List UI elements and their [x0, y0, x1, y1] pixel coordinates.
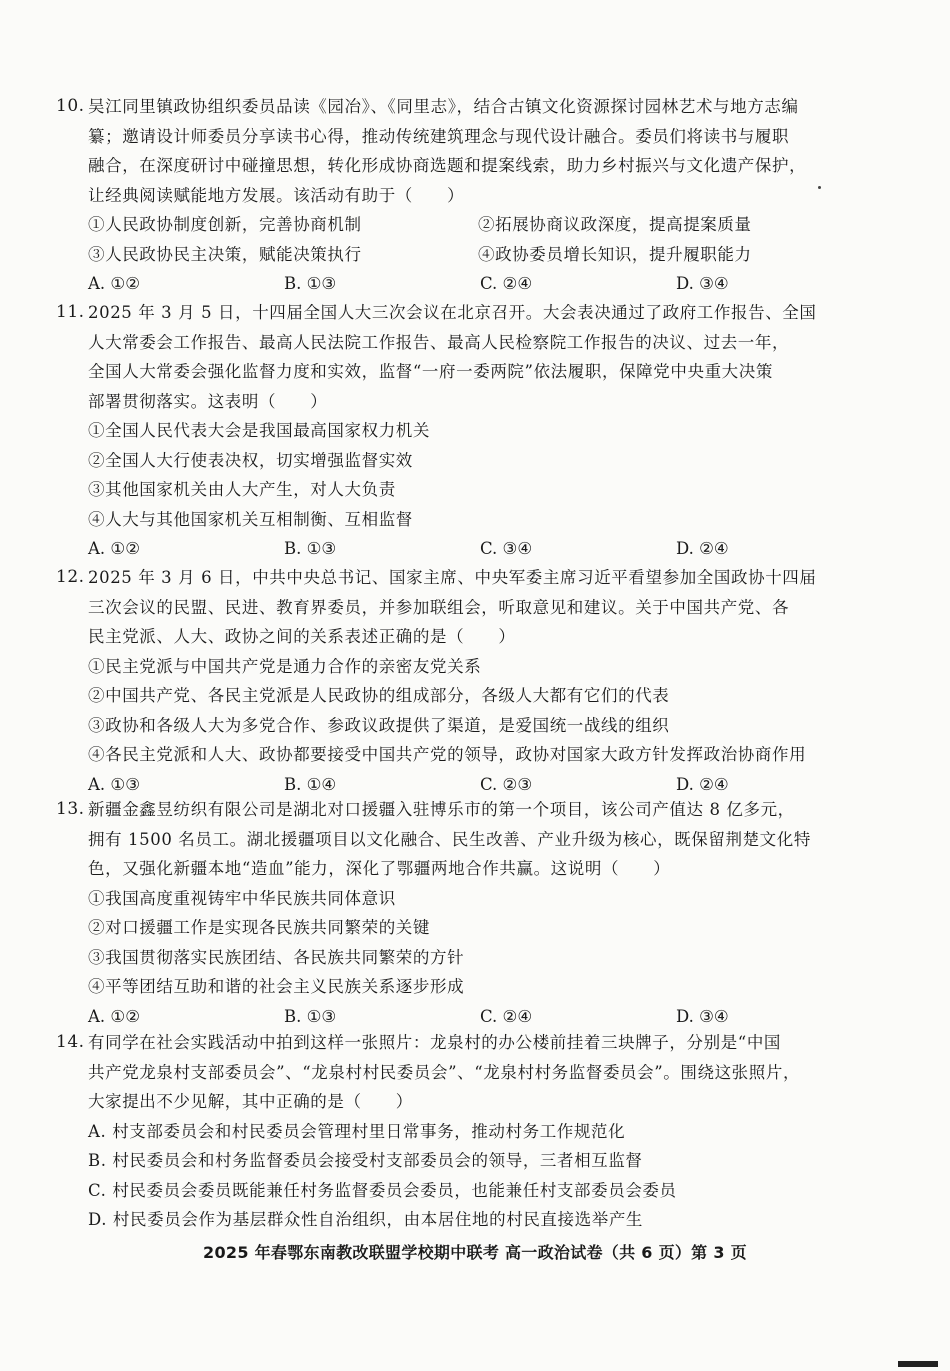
question-14	[56, 1028, 916, 1235]
statement-option: ②中国共产党、各民主党派是人民政协的组成部分，各级人大都有它们的代表	[88, 686, 670, 705]
statement-option: ③政协和各级人大为多党合作、参政议政提供了渠道，是爱国统一战线的组织	[88, 715, 670, 735]
question-stem-line: 让经典阅读赋能地方发展。该活动有助于（ ）	[88, 185, 465, 205]
question-stem-line: 部署贯彻落实。这表明（ ）	[88, 391, 328, 411]
statement-option: ①人民政协制度创新，完善协商机制	[88, 215, 362, 234]
question-number: 13.	[56, 799, 85, 819]
question-stem-line: 融合，在深度研讨中碰撞思想，转化形成协商选题和提案线索，助力乡村振兴与文化遗产保护，	[88, 156, 807, 175]
answer-choice-c: C. ②④	[480, 1006, 533, 1026]
answer-option-d: D. 村民委员会作为基层群众性自治组织，由本居住地的村民直接选举产生	[88, 1210, 644, 1229]
question-stem-line: 新疆金鑫昱纺织有限公司是湖北对口援疆入驻博乐市的第一个项目，该公司产值达 8 亿多元，	[88, 800, 795, 819]
page-footer: 2025 年春鄂东南教改联盟学校期中联考 高一政治试卷（共 6 页）第 3 页	[203, 1243, 747, 1262]
question-number: 10.	[56, 96, 85, 116]
statement-option: ④平等团结互助和谐的社会主义民族关系逐步形成	[88, 977, 465, 996]
question-stem-line: 大家提出不少见解，其中正确的是（ ）	[88, 1092, 413, 1111]
answer-choices	[88, 1002, 916, 1032]
statement-option: ①民主党派与中国共产党是通力合作的亲密友党关系	[88, 656, 482, 676]
statement-option: ④人大与其他国家机关互相制衡、互相监督	[88, 509, 413, 529]
answer-choice-d: D. ③④	[676, 1006, 729, 1026]
question-stem-line: 民主党派、人大、政协之间的关系表述正确的是（ ）	[88, 627, 516, 646]
question-number: 11.	[56, 302, 85, 322]
answer-option-a: A. 村支部委员会和村民委员会管理村里日常事务，推动村务工作规范化	[88, 1121, 626, 1141]
question-stem-line: 全国人大常委会强化监督力度和实效，监督“一府一委两院”依法履职，保障党中央重大决策	[88, 362, 773, 381]
answer-choice-d: D. ②④	[676, 774, 729, 794]
statement-option: ④各民主党派和人大、政协都要接受中国共产党的领导，政协对国家大政方针发挥政治协商作用	[88, 745, 807, 764]
question-stem-line: 共产党龙泉村支部委员会”、“龙泉村村民委员会”、“龙泉村村务监督委员会”。围绕这张照片，	[88, 1062, 801, 1082]
question-stem-line: 吴江同里镇政协组织委员品读《园冶》、《同里志》，结合古镇文化资源探讨园林艺术与地方志编	[88, 97, 799, 116]
answer-choice-b: B. ①④	[284, 774, 337, 794]
question-stem-line: 色，又强化新疆本地“造血”能力，深化了鄂疆两地合作共赢。这说明（ ）	[88, 859, 671, 878]
question-11	[56, 298, 916, 564]
statement-option: ②全国人大行使表决权，切实增强监督实效	[88, 450, 413, 470]
question-stem-line: 三次会议的民盟、民进、教育界委员，并参加联组会，听取意见和建议。关于中国共产党、各	[88, 597, 790, 617]
question-number: 14.	[56, 1032, 85, 1052]
question-stem-line: 有同学在社会实践活动中拍到这样一张照片：龙泉村的办公楼前挂着三块牌子，分别是“中国	[88, 1033, 782, 1052]
answer-choice-a: A. ①②	[88, 274, 140, 293]
statement-option: ③我国贯彻落实民族团结、各民族共同繁荣的方针	[88, 947, 465, 967]
question-stem-line: 纂；邀请设计师委员分享读书心得，推动传统建筑理念与现代设计融合。委员们将读书与履职	[88, 126, 790, 146]
question-13	[56, 795, 916, 1031]
statement-option: ①全国人民代表大会是我国最高国家权力机关	[88, 421, 430, 440]
scan-speck	[818, 186, 821, 189]
answer-choice-a: A. ①③	[88, 774, 140, 794]
answer-choice-a: A. ①②	[88, 1006, 140, 1026]
question-stem-line: 2025 年 3 月 5 日，十四届全国人大三次会议在北京召开。大会表决通过了政府工作报告、全国	[88, 303, 817, 322]
scan-corner-mark	[898, 1361, 938, 1367]
answer-choices	[88, 269, 916, 299]
answer-choice-b: B. ①③	[284, 539, 337, 558]
answer-choice-b: B. ①③	[284, 1006, 337, 1026]
answer-choice-c: C. ③④	[480, 539, 533, 558]
answer-option-b: B. 村民委员会和村务监督委员会接受村支部委员会的领导，三者相互监督	[88, 1151, 643, 1170]
answer-choice-b: B. ①③	[284, 274, 337, 293]
answer-choice-c: C. ②③	[480, 774, 533, 794]
statement-option: ③其他国家机关由人大产生，对人大负责	[88, 480, 396, 499]
answer-option-c: C. 村民委员会委员既能兼任村务监督委员会委员，也能兼任村支部委员会委员	[88, 1180, 677, 1200]
question-stem-line: 拥有 1500 名员工。湖北援疆项目以文化融合、民生改善、产业升级为核心，既保留荆楚文化特	[88, 829, 811, 849]
statement-option: ①我国高度重视铸牢中华民族共同体意识	[88, 888, 396, 908]
answer-choices	[88, 534, 916, 564]
statement-option: ③人民政协民主决策，赋能决策执行	[88, 244, 362, 264]
answer-choice-d: D. ③④	[676, 274, 729, 293]
statement-option: ②对口援疆工作是实现各民族共同繁荣的关键	[88, 918, 430, 937]
answer-choice-c: C. ②④	[480, 274, 533, 293]
question-10	[56, 92, 916, 299]
answer-choice-d: D. ②④	[676, 539, 729, 558]
statement-option: ②拓展协商议政深度，提高提案质量	[478, 215, 752, 234]
question-stem-line: 人大常委会工作报告、最高人民法院工作报告、最高人民检察院工作报告的决议、过去一年，	[88, 332, 790, 352]
statement-option: ④政协委员增长知识，提升履职能力	[478, 244, 752, 264]
question-number: 12.	[56, 567, 85, 587]
question-stem-line: 2025 年 3 月 6 日，中共中央总书记、国家主席、中央军委主席习近平看望参加全国政协十四届	[88, 568, 817, 587]
answer-choice-a: A. ①②	[88, 539, 140, 558]
question-12	[56, 563, 916, 799]
